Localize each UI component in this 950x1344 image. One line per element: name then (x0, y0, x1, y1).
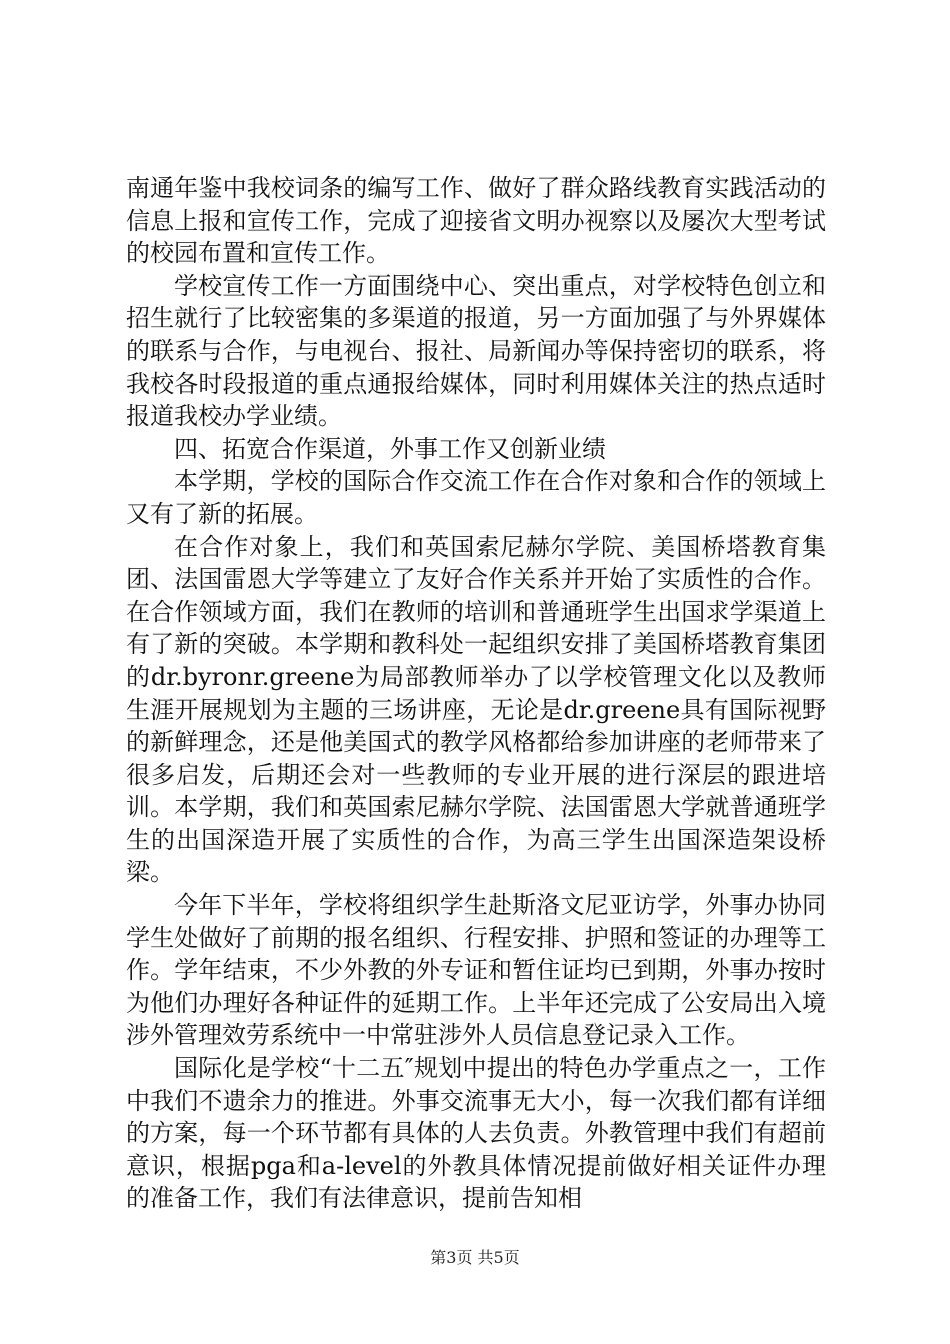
document-body (126, 172, 826, 1215)
paragraph-4: 在合作对象上，我们和英国索尼赫尔学院、美国桥塔教育集团、法国雷恩大学等建立了友好合作关系并开始了实质性的合作。在合作领域方面，我们在教师的培训和普通班学生出国求学渠道上有了新的突破。本学期和教科处一起组织安排了美国桥塔教育集团的dr.byronr.greene为局部教师举办了以学校管理文化以及教师生涯开展规划为主题的三场讲座，无论是dr.greene具有国际视野的新鲜理念，还是他美国式的教学风格都给参加讲座的老师带来了很多启发，后期还会对一些教师的专业开展的进行深层的跟进培训。本学期，我们和英国索尼赫尔学院、法国雷恩大学就普通班学生的出国深造开展了实质性的合作，为高三学生出国深造架设桥梁。 (126, 532, 826, 887)
paragraph-3: 本学期，学校的国际合作交流工作在合作对象和合作的领域上又有了新的拓展。 (126, 467, 826, 528)
paragraph-6: 国际化是学校“十二五″规划中提出的特色办学重点之一，工作中我们不遗余力的推进。外事交流事无大小，每一次我们都有详细的方案，每一个环节都有具体的人去负责。外教管理中我们有超前意识，根据pga和a-level的外教具体情况提前做好相关证件办理的准备工作，我们有法律意识，提前告知相 (126, 1054, 826, 1213)
paragraph-2: 学校宣传工作一方面围绕中心、突出重点，对学校特色创立和招生就行了比较密集的多渠道的报道，另一方面加强了与外界媒体的联系与合作，与电视台、报社、局新闻办等保持密切的联系，将我校各时段报道的重点通报给媒体，同时利用媒体关注的热点适时报道我校办学业绩。 (126, 271, 826, 431)
section-heading: 四、拓宽合作渠道，外事工作又创新业绩 (174, 434, 606, 463)
paragraph-1: 南通年鉴中我校词条的编写工作、做好了群众路线教育实践活动的信息上报和宣传工作，完成了迎接省文明办视察以及屡次大型考试的校园布置和宣传工作。 (126, 174, 826, 268)
page-footer: 第3页 共5页 (430, 1248, 520, 1267)
paragraph-5: 今年下半年，学校将组织学生赴斯洛文尼亚访学，外事办协同学生处做好了前期的报名组织、行程安排、护照和签证的办理等工作。学年结束，不少外教的外专证和暂住证均已到期，外事办按时为他们办理好各种证件的延期工作。上半年还完成了公安局出入境涉外管理效劳系统中一中常驻涉外人员信息登记录入工作。 (126, 891, 826, 1050)
